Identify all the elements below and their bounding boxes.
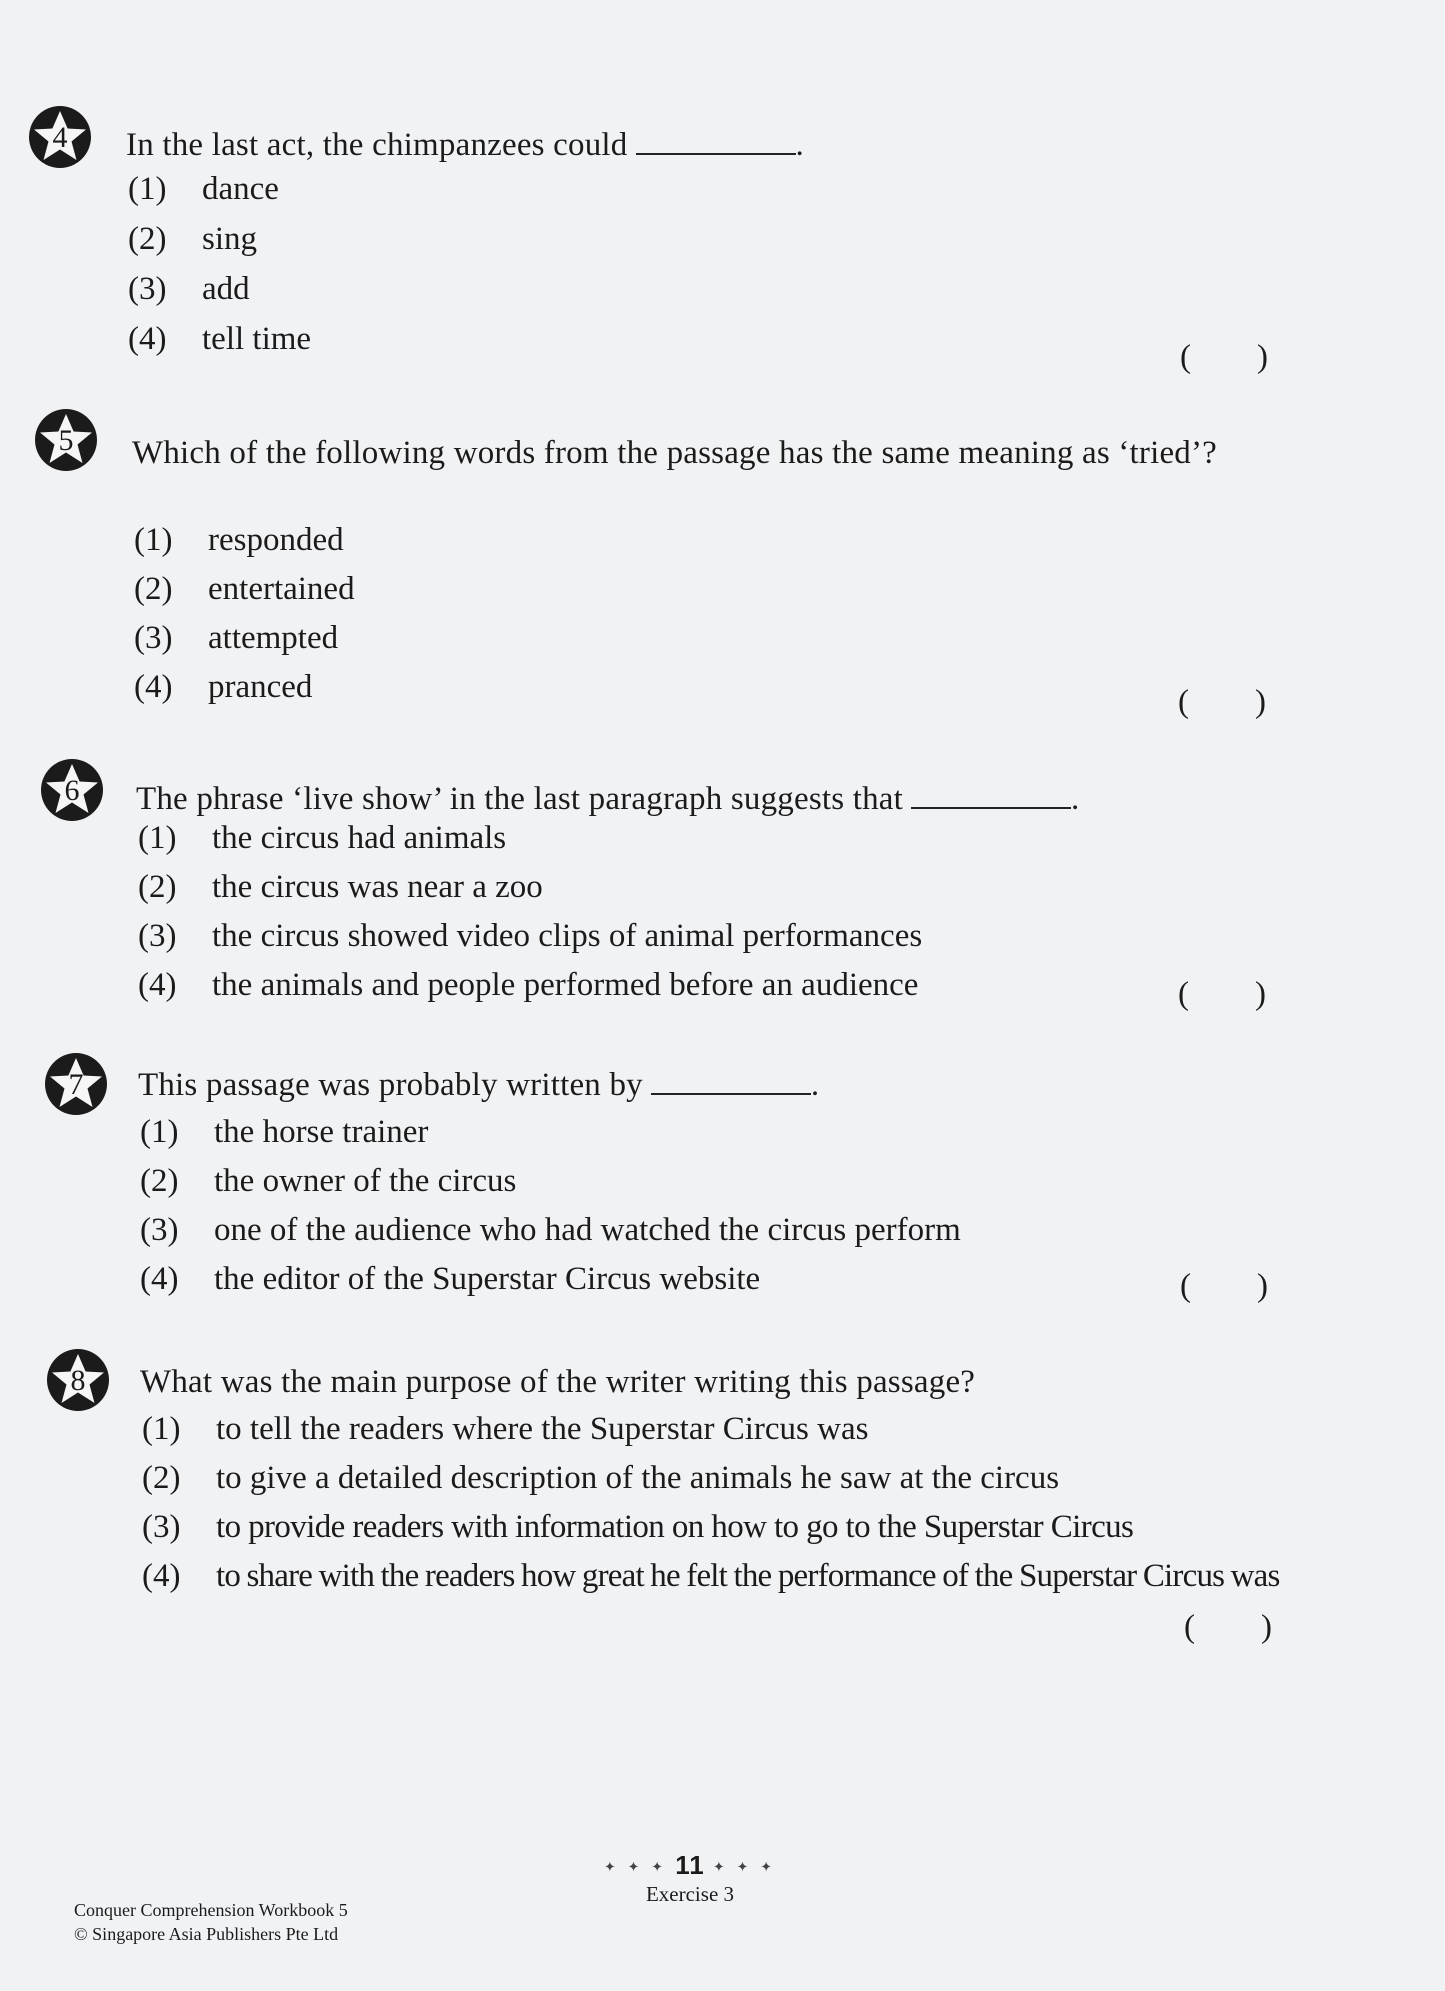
question-number: 8 bbox=[70, 1364, 86, 1397]
option-3: (3) add bbox=[128, 271, 250, 307]
answer-bracket[interactable]: ( ) bbox=[1184, 1609, 1272, 1645]
option-3: (3) attempted bbox=[134, 620, 339, 656]
answer-blank bbox=[651, 1065, 811, 1095]
option-2: (2) to give a detailed description of the animals he saw at the circus bbox=[142, 1460, 1060, 1496]
exercise-label: Exercise 3 bbox=[645, 1882, 735, 1906]
option-2: (2) sing bbox=[128, 221, 258, 257]
question-number: 7 bbox=[68, 1068, 84, 1101]
option-1: (1) the circus had animals bbox=[138, 820, 507, 856]
option-4: (4) tell time bbox=[128, 321, 312, 357]
answer-bracket[interactable]: ( ) bbox=[1180, 339, 1268, 375]
question-number: 4 bbox=[52, 121, 68, 154]
option-1: (1) to tell the readers where the Superstar Circus was bbox=[142, 1411, 869, 1447]
answer-bracket[interactable]: ( ) bbox=[1178, 684, 1266, 720]
question-number: 6 bbox=[64, 774, 80, 807]
question-badge-4 bbox=[28, 105, 92, 169]
publisher-info bbox=[74, 1898, 348, 1946]
option-1: (1) responded bbox=[134, 522, 344, 558]
question-stem: What was the main purpose of the writer writing this passage? bbox=[140, 1364, 976, 1400]
option-2: (2) the owner of the circus bbox=[140, 1163, 517, 1199]
page-number: ✦ ✦ ✦ 11 ✦ ✦ ✦ bbox=[604, 1850, 776, 1880]
question-badge-5 bbox=[34, 408, 98, 472]
question-stem: The phrase ‘live show’ in the last paragraph suggests that . bbox=[136, 781, 1080, 817]
option-4: (4) the animals and people performed before an audience bbox=[138, 967, 919, 1003]
question-stem: This passage was probably written by . bbox=[138, 1067, 820, 1103]
book-title: Conquer Comprehension Workbook 5 bbox=[74, 1900, 348, 1920]
question-stem: In the last act, the chimpanzees could . bbox=[126, 127, 804, 163]
option-4: (4) the editor of the Superstar Circus website bbox=[140, 1261, 761, 1297]
option-2: (2) the circus was near a zoo bbox=[138, 869, 543, 905]
option-3: (3) to provide readers with information on how to go to the Superstar Circus bbox=[142, 1509, 1134, 1545]
question-badge-7 bbox=[44, 1052, 108, 1116]
option-3: (3) one of the audience who had watched the circus perform bbox=[140, 1212, 961, 1248]
option-1: (1) dance bbox=[128, 171, 279, 207]
question-stem: Which of the following words from the passage has the same meaning as ‘tried’? bbox=[132, 435, 1218, 471]
question-badge-6 bbox=[40, 758, 104, 822]
decorative-dots-left: ✦ ✦ ✦ bbox=[604, 1858, 668, 1875]
question-number: 5 bbox=[58, 424, 74, 457]
copyright: © Singapore Asia Publishers Pte Ltd bbox=[74, 1924, 339, 1944]
answer-blank bbox=[636, 125, 796, 155]
question-badge-8 bbox=[46, 1348, 110, 1412]
decorative-dots-right: ✦ ✦ ✦ bbox=[712, 1858, 776, 1875]
option-4: (4) to share with the readers how great he felt the performance of the Superstar Circus was bbox=[142, 1558, 1280, 1594]
answer-bracket[interactable]: ( ) bbox=[1178, 976, 1266, 1012]
option-1: (1) the horse trainer bbox=[140, 1114, 429, 1150]
answer-bracket[interactable]: ( ) bbox=[1180, 1268, 1268, 1304]
option-2: (2) entertained bbox=[134, 571, 355, 607]
option-4: (4) pranced bbox=[134, 669, 313, 705]
option-3: (3) the circus showed video clips of animal performances bbox=[138, 918, 923, 954]
answer-blank bbox=[911, 779, 1071, 809]
